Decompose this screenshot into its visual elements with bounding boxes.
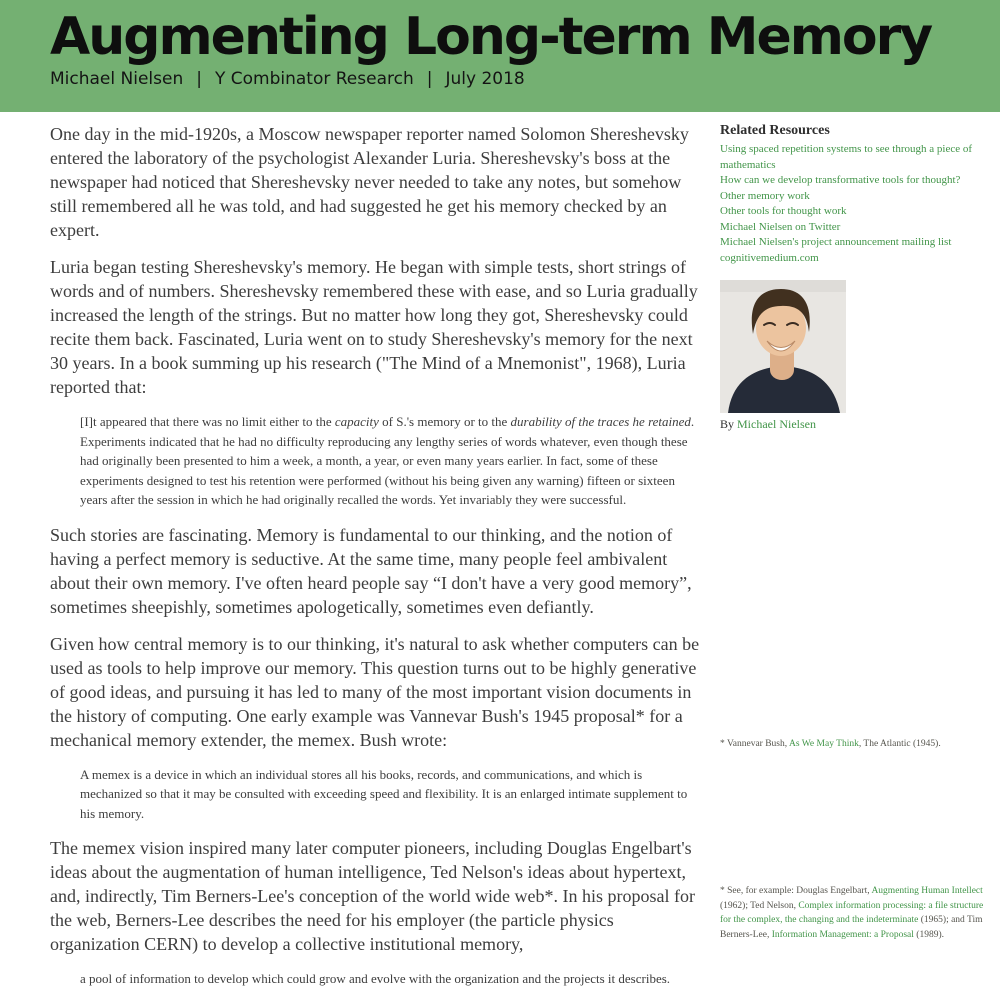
- author-link[interactable]: Michael Nielsen: [737, 417, 816, 431]
- byline-org: Y Combinator Research: [214, 69, 414, 89]
- emphasized-text: capacity: [334, 414, 379, 429]
- author-photo: [720, 280, 846, 413]
- related-link-mailing-list[interactable]: Michael Nielsen's project announcement mailing list: [720, 236, 952, 248]
- footnote-vannevar-bush: [720, 737, 988, 752]
- author-photo-image: [720, 280, 846, 413]
- paragraph-shereshevsky-intro: [50, 122, 707, 242]
- text-run: A memex is a device in which an individual stores all his books, records, and communications, and which is mechanized so that it may be consulted with exceeding speed and flexibility. It is an enlarged intimate supplement to his memory.: [80, 766, 688, 821]
- inline-link[interactable]: As We May Think: [788, 739, 859, 749]
- sidebar: [720, 123, 986, 432]
- text-run: . Experiments indicated that he had no difficulty reproducing any lengthy series of words whatever, even though these had originally been presented to him a week, a month, a year, or even many years earlier. In fact, some of these experiments designed to test his retention were performed (without his being given any warning) fifteen or sixteen years after the session in which he had originally recalled the words. Yet invariably they were successful.: [80, 414, 695, 507]
- footnote-pioneers: [720, 884, 988, 942]
- byline-author: Michael Nielsen: [50, 69, 184, 89]
- text-run: (1989).: [913, 929, 944, 940]
- related-link-other-tools-work[interactable]: Other tools for thought work: [720, 205, 847, 217]
- text-run: Given how central memory is to our thinking, it's natural to ask whether computers can be used as tools to help improve our memory. This question turns out to be highly generative of good ideas, and pursuing it has led to many of the most important vision documents in the history of computing. One early example was Vannevar Bush's 1945 proposal* for a mechanical memory extender, the memex. Bush wrote:: [50, 633, 700, 750]
- page-header-inner: [0, 0, 1000, 89]
- page-header: [0, 0, 1000, 112]
- text-run: Such stories are fascinating. Memory is fundamental to our thinking, and the notion of having a perfect memory is seductive. At the same time, many people feel ambivalent about their own memory. I've often heard people say “I don't have a very good memory”, sometimes sheepishly, sometimes apologetically, sometimes even defiantly.: [50, 524, 692, 617]
- text-run: The memex vision inspired many later computer pioneers, including Douglas Engelbart's ideas about the augmentation of human intelligence, Ted Nelson's ideas about hypertext, and, indirectly, Tim Berners-Lee's conception of the world wide web*. In his proposal for the web, Berners-Lee describes the need for his employer (the particle physics organization CERN) to develop a collective institutional memory,: [50, 838, 695, 954]
- byline-separator: |: [426, 69, 433, 89]
- inline-link[interactable]: Information Management: a Proposal: [771, 929, 914, 940]
- text-run: of S.'s memory or to the: [378, 414, 511, 429]
- paragraph-luria-testing: [50, 255, 707, 399]
- text-run: * Vannevar Bush,: [720, 739, 789, 749]
- text-run: (1965); and Tim Berners-Lee,: [720, 915, 983, 940]
- related-link-cognitivemedium[interactable]: cognitivemedium.com: [720, 251, 819, 264]
- blockquote-cern-quote: [80, 969, 702, 989]
- blockquote-memex-quote: [80, 765, 702, 824]
- related-resources-heading: Related Resources: [720, 123, 830, 138]
- text-run: a pool of information to develop which could grow and evolve with the organization and the projects it describes.: [80, 971, 671, 986]
- text-run: , The Atlantic (1945).: [858, 739, 941, 749]
- related-link-tools-for-thought[interactable]: How can we develop transformative tools for thought?: [720, 174, 961, 186]
- article-body: [50, 122, 707, 1000]
- emphasized-text: durability of the traces he retained: [510, 414, 691, 429]
- related-link-other-memory-work[interactable]: Other memory work: [720, 189, 810, 202]
- related-link-twitter[interactable]: Michael Nielsen on Twitter: [720, 220, 841, 233]
- text-run: Luria began testing Shereshevsky's memory. He began with simple tests, short strings of words and of numbers. Shereshevsky remembered these with ease, and so Luria gradually increased the length of the strings. But no matter how long they got, Shereshevsky could recite them back. Fascinated, Luria went on to study Shereshevsky's memory for the next 30 years. In a book summing up his research ("The Mind of a Mnemonist", 1968), Luria reported that:: [50, 257, 698, 397]
- related-link-spaced-repetition[interactable]: Using spaced repetition systems to see through a piece of mathematics: [720, 143, 973, 171]
- paragraph-computers-memory: [50, 632, 707, 752]
- inline-link[interactable]: Augmenting Human Intellect: [871, 886, 983, 896]
- page-title: Augmenting Long-term Memory: [50, 7, 932, 67]
- byline-date: July 2018: [445, 69, 525, 89]
- photo-byline-prefix: By: [720, 417, 738, 431]
- byline-separator: |: [196, 69, 202, 89]
- text-run: One day in the mid-1920s, a Moscow newspaper reporter named Solomon Shereshevsky entered the laboratory of the psychologist Alexander Luria. Shereshevsky's boss at the newspaper had noticed that Shereshevsky never needed to take any notes, but somehow still remembered all he was told, and had suggested he get his memory checked by an expert.: [50, 124, 689, 240]
- text-run: (1962); Ted Nelson,: [720, 900, 799, 911]
- text-run: [I]t appeared that there was no limit either to the: [80, 414, 335, 429]
- text-run: * See, for example: Douglas Engelbart,: [720, 886, 872, 896]
- paragraph-memex-vision: [50, 836, 707, 956]
- inline-link[interactable]: Complex information processing: a file structure for the complex, the changing and the indeterminate: [720, 900, 984, 925]
- blockquote-luria-quote: [80, 412, 702, 510]
- photo-byline: [720, 417, 986, 432]
- byline: [50, 69, 1000, 89]
- paragraph-such-stories: [50, 523, 707, 619]
